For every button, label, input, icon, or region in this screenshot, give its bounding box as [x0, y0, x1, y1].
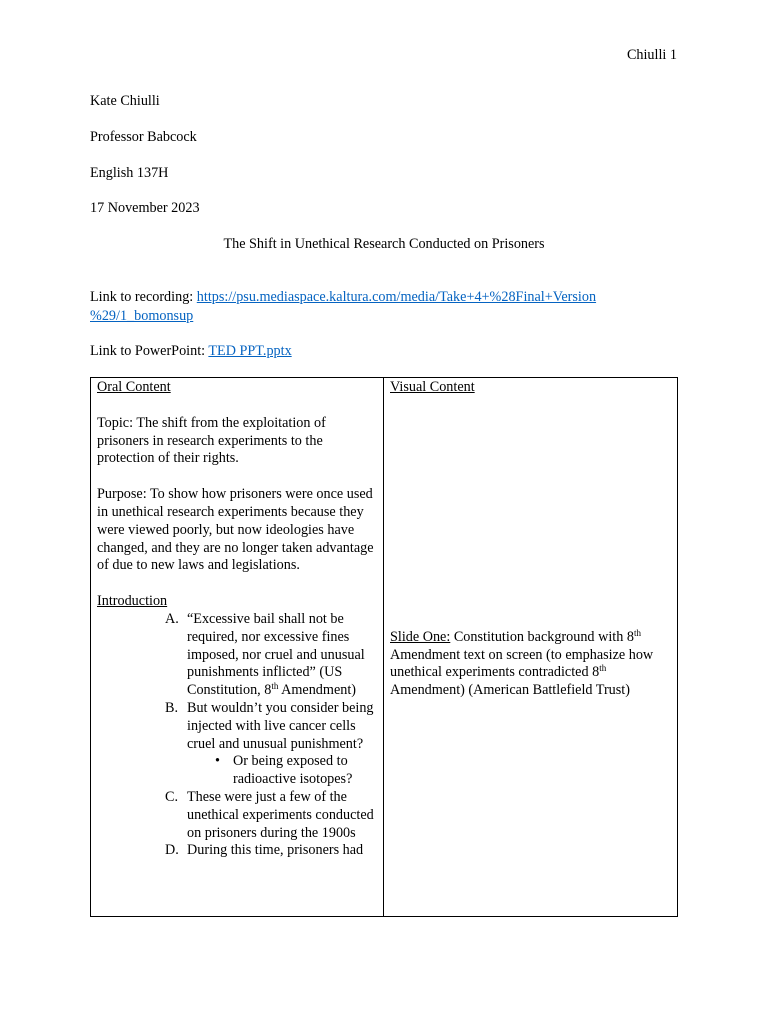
- bullet-icon: •: [215, 753, 220, 770]
- list-item-text: These were just a few of the unethical experiments conducted on prisoners during the 1900s: [187, 788, 374, 841]
- recording-link-continued-text[interactable]: %29/1_bomonsup: [90, 308, 194, 324]
- list-marker: D.: [165, 842, 179, 859]
- list-item: [97, 700, 377, 753]
- introduction-heading: Introduction: [97, 593, 168, 610]
- visual-content-header: Visual Content: [390, 379, 475, 395]
- superscript: th: [271, 681, 279, 692]
- running-head: Chiulli 1: [626, 47, 677, 63]
- course-name: English 137H: [90, 165, 169, 181]
- recording-link[interactable]: https://psu.mediaspace.kaltura.com/media/Take+4+%28Final+Version: [196, 289, 597, 305]
- content-table: [90, 377, 678, 917]
- list-item: [97, 842, 377, 860]
- introduction-list-continued: [97, 789, 377, 860]
- introduction-list: [97, 611, 377, 753]
- sub-bullet-list: [97, 753, 377, 789]
- list-item-text: “Excessive bail shall not be required, nor excessive fines imposed, nor cruel and unusual punishments inflicted” (US Constitution, 8: [187, 610, 365, 699]
- purpose-text: Purpose: To show how prisoners were once used in unethical research experiments because they were viewed poorly, but now ideologies have changed, and they are no longer taken advantage of due to new laws and legislations.: [97, 486, 374, 574]
- list-item-text: But wouldn’t you consider being injected with live cancer cells cruel and unusual punishment?: [187, 699, 374, 752]
- oral-content-header: Oral Content: [97, 379, 171, 395]
- superscript: th: [599, 663, 607, 674]
- visual-content-column: [384, 378, 678, 917]
- list-marker: C.: [165, 788, 179, 805]
- slide-one-text-b: Amendment text on screen (to emphasize how unethical experiments contradicted 8: [390, 646, 654, 681]
- powerpoint-link[interactable]: TED PPT.pptx: [208, 343, 292, 359]
- author-name: Kate Chiulli: [90, 93, 160, 109]
- sub-bullet-item: [97, 753, 377, 789]
- list-item: [97, 789, 377, 842]
- slide-one-text-a: Constitution background with 8: [450, 628, 634, 645]
- document-title: The Shift in Unethical Research Conducted on Prisoners: [223, 236, 545, 252]
- recording-link-label: Link to recording:: [90, 289, 197, 305]
- superscript: th: [633, 627, 641, 638]
- professor-name: Professor Babcock: [90, 129, 197, 145]
- list-item: [97, 611, 377, 700]
- sub-bullet-text: Or being exposed to radioactive isotopes?: [233, 753, 353, 788]
- slide-one-label: Slide One:: [390, 628, 451, 645]
- powerpoint-link-label: Link to PowerPoint:: [90, 343, 209, 359]
- recording-link-line: [90, 289, 596, 307]
- topic-text: Topic: The shift from the exploitation of prisoners in research experiments to the protection of their rights.: [97, 414, 326, 467]
- list-item-text: During this time, prisoners had: [187, 842, 364, 859]
- recording-link-continued: [90, 308, 193, 326]
- list-item-text-end: Amendment): [278, 682, 356, 699]
- powerpoint-link-line: [90, 343, 292, 361]
- oral-content-column: [91, 378, 384, 917]
- slide-one-description: [390, 629, 671, 700]
- list-marker: B.: [165, 699, 179, 716]
- slide-one-text-c: Amendment) (American Battlefield Trust): [390, 682, 630, 699]
- list-marker: A.: [165, 610, 179, 627]
- document-date: 17 November 2023: [90, 200, 200, 216]
